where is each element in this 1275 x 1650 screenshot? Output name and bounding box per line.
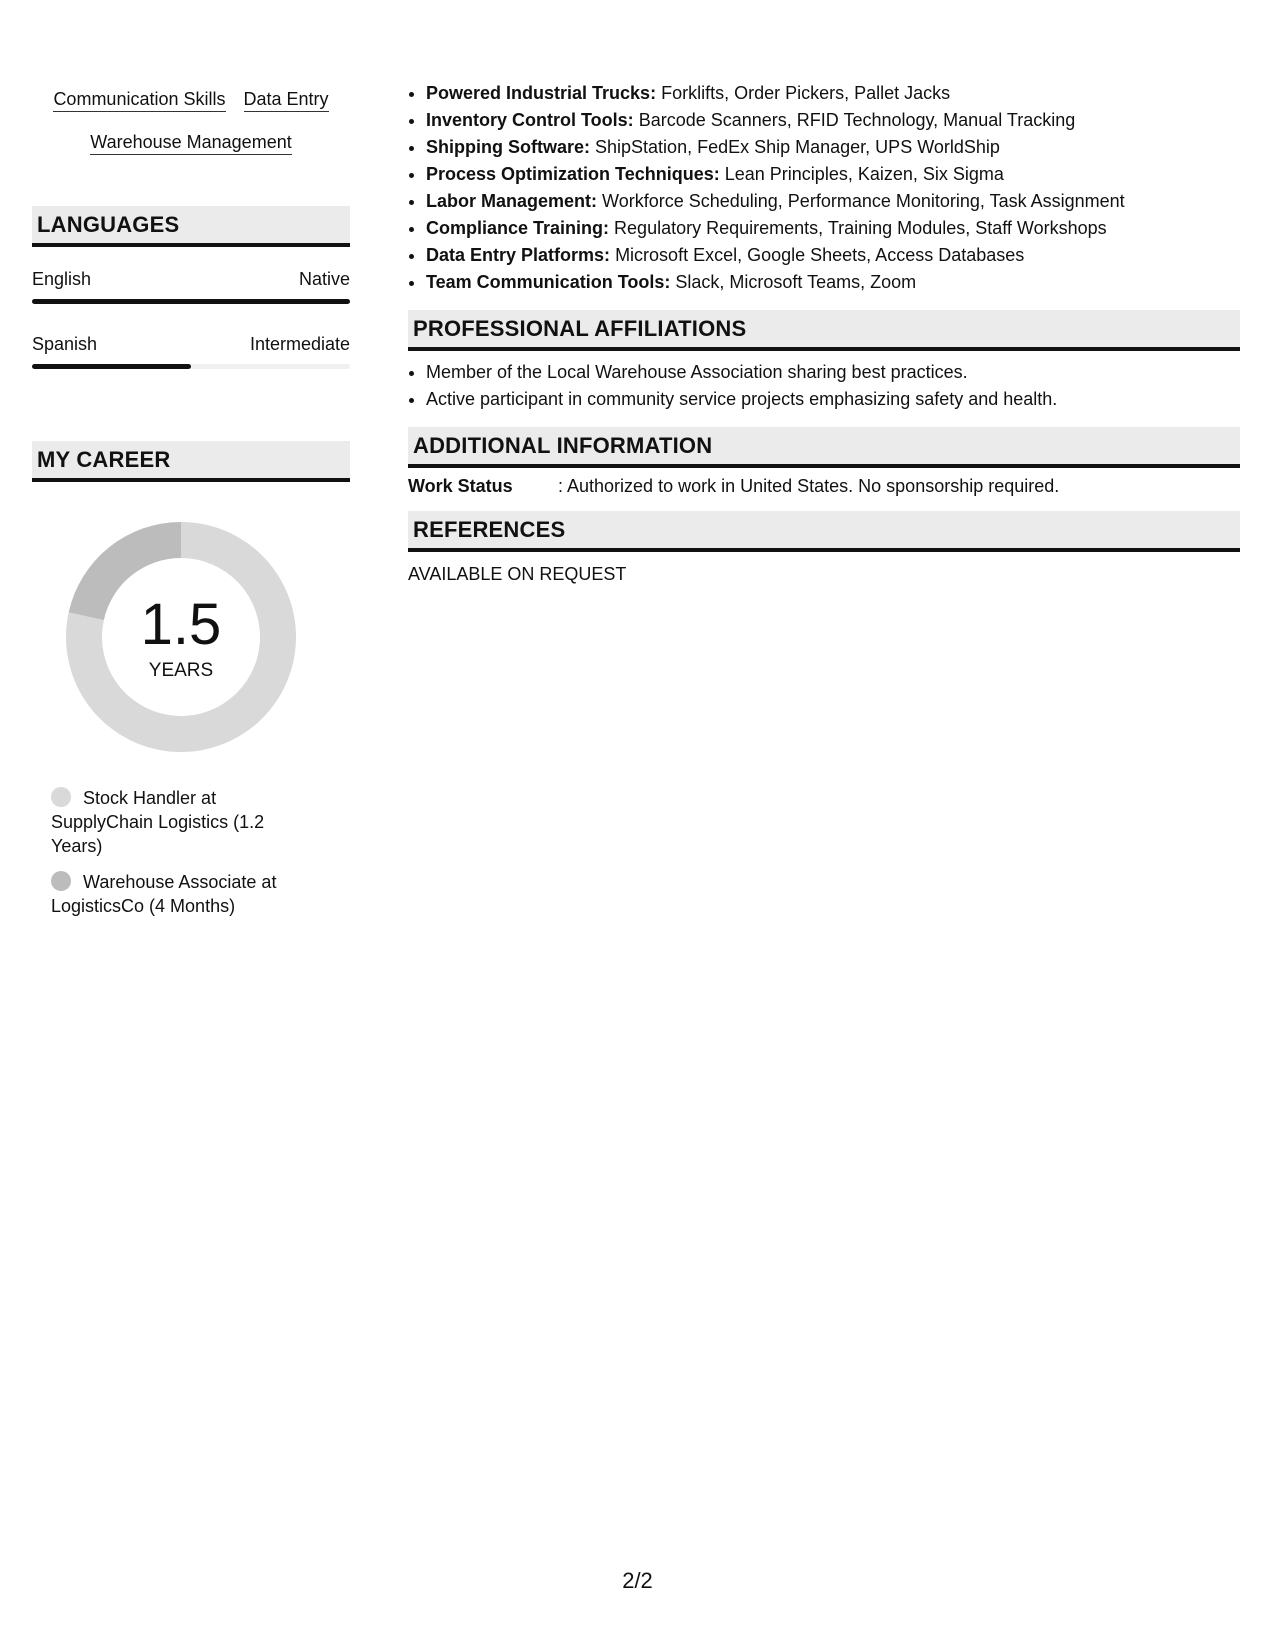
tool-values: Regulatory Requirements, Training Modules, Staff Workshops xyxy=(614,218,1107,238)
list-item xyxy=(426,161,1240,188)
career-legend-item xyxy=(51,786,301,858)
list-item xyxy=(426,215,1240,242)
list-item: • Active participant in community service projects emphasizing safety and health. xyxy=(426,386,1240,413)
work-status-value: : Authorized to work in United States. No sponsorship required. xyxy=(558,476,1060,496)
tool-category: Inventory Control Tools: xyxy=(426,110,634,130)
tool-values: Microsoft Excel, Google Sheets, Access Databases xyxy=(615,245,1025,265)
tool-values: Lean Principles, Kaizen, Six Sigma xyxy=(724,164,1004,184)
legend-dot-icon xyxy=(51,871,71,891)
left-column xyxy=(32,80,350,930)
language-item xyxy=(32,334,350,369)
tool-values: ShipStation, FedEx Ship Manager, UPS WorldShip xyxy=(595,137,1000,157)
list-item xyxy=(426,269,1240,296)
language-level: Native xyxy=(298,269,350,289)
language-name: Spanish xyxy=(32,334,98,354)
skill-tag: Communication Skills xyxy=(53,90,225,112)
language-item xyxy=(32,269,350,304)
career-heading: MY CAREER xyxy=(32,441,350,482)
list-item xyxy=(426,80,1240,107)
affiliations-list xyxy=(408,359,1240,413)
list-item xyxy=(426,134,1240,161)
additional-info-heading: ADDITIONAL INFORMATION xyxy=(408,427,1240,468)
language-proficiency-fill xyxy=(32,364,191,369)
list-item xyxy=(426,107,1240,134)
tool-category: Shipping Software: xyxy=(426,137,590,157)
work-status-row xyxy=(408,476,1240,497)
career-total-unit: YEARS xyxy=(148,660,214,681)
references-text: AVAILABLE ON REQUEST xyxy=(408,564,627,584)
language-proficiency-bar xyxy=(32,364,350,369)
tool-values: Barcode Scanners, RFID Technology, Manual Tracking xyxy=(638,110,1076,130)
tool-category: Team Communication Tools: xyxy=(426,272,671,292)
tool-category: Labor Management: xyxy=(426,191,598,211)
skill-tag: Warehouse Management xyxy=(90,133,291,155)
work-status-label: Work Status xyxy=(408,476,513,496)
tool-category: Powered Industrial Trucks: xyxy=(426,83,657,103)
language-proficiency-fill xyxy=(32,299,350,304)
career-legend-label: Warehouse Associate at LogisticsCo (4 Months) xyxy=(51,872,277,916)
tools-list xyxy=(408,80,1240,296)
skill-tags xyxy=(32,80,350,166)
career-legend xyxy=(51,786,301,918)
tool-category: Process Optimization Techniques: xyxy=(426,164,720,184)
tool-category: Data Entry Platforms: xyxy=(426,245,611,265)
language-name: English xyxy=(32,269,92,289)
career-donut-chart xyxy=(66,522,296,752)
tool-values: Forklifts, Order Pickers, Pallet Jacks xyxy=(661,83,951,103)
tool-category: Compliance Training: xyxy=(426,218,610,238)
career-legend-label: Stock Handler at SupplyChain Logistics (1.2 Years) xyxy=(51,788,265,856)
career-total-value: 1.5 xyxy=(140,592,222,657)
legend-dot-icon xyxy=(51,787,71,807)
tool-values: Slack, Microsoft Teams, Zoom xyxy=(675,272,917,292)
page-number: 2/2 xyxy=(622,1568,653,1593)
list-item xyxy=(426,188,1240,215)
language-level: Intermediate xyxy=(249,334,350,354)
career-legend-item xyxy=(51,870,301,918)
language-proficiency-bar xyxy=(32,299,350,304)
references-heading: REFERENCES xyxy=(408,511,1240,552)
tool-values: Workforce Scheduling, Performance Monitoring, Task Assignment xyxy=(602,191,1125,211)
languages-heading: LANGUAGES xyxy=(32,206,350,247)
list-item: • Member of the Local Warehouse Association sharing best practices. xyxy=(426,359,1240,386)
right-column xyxy=(408,80,1240,585)
list-item xyxy=(426,242,1240,269)
skill-tag: Data Entry xyxy=(244,90,329,112)
affiliations-heading: PROFESSIONAL AFFILIATIONS xyxy=(408,310,1240,351)
